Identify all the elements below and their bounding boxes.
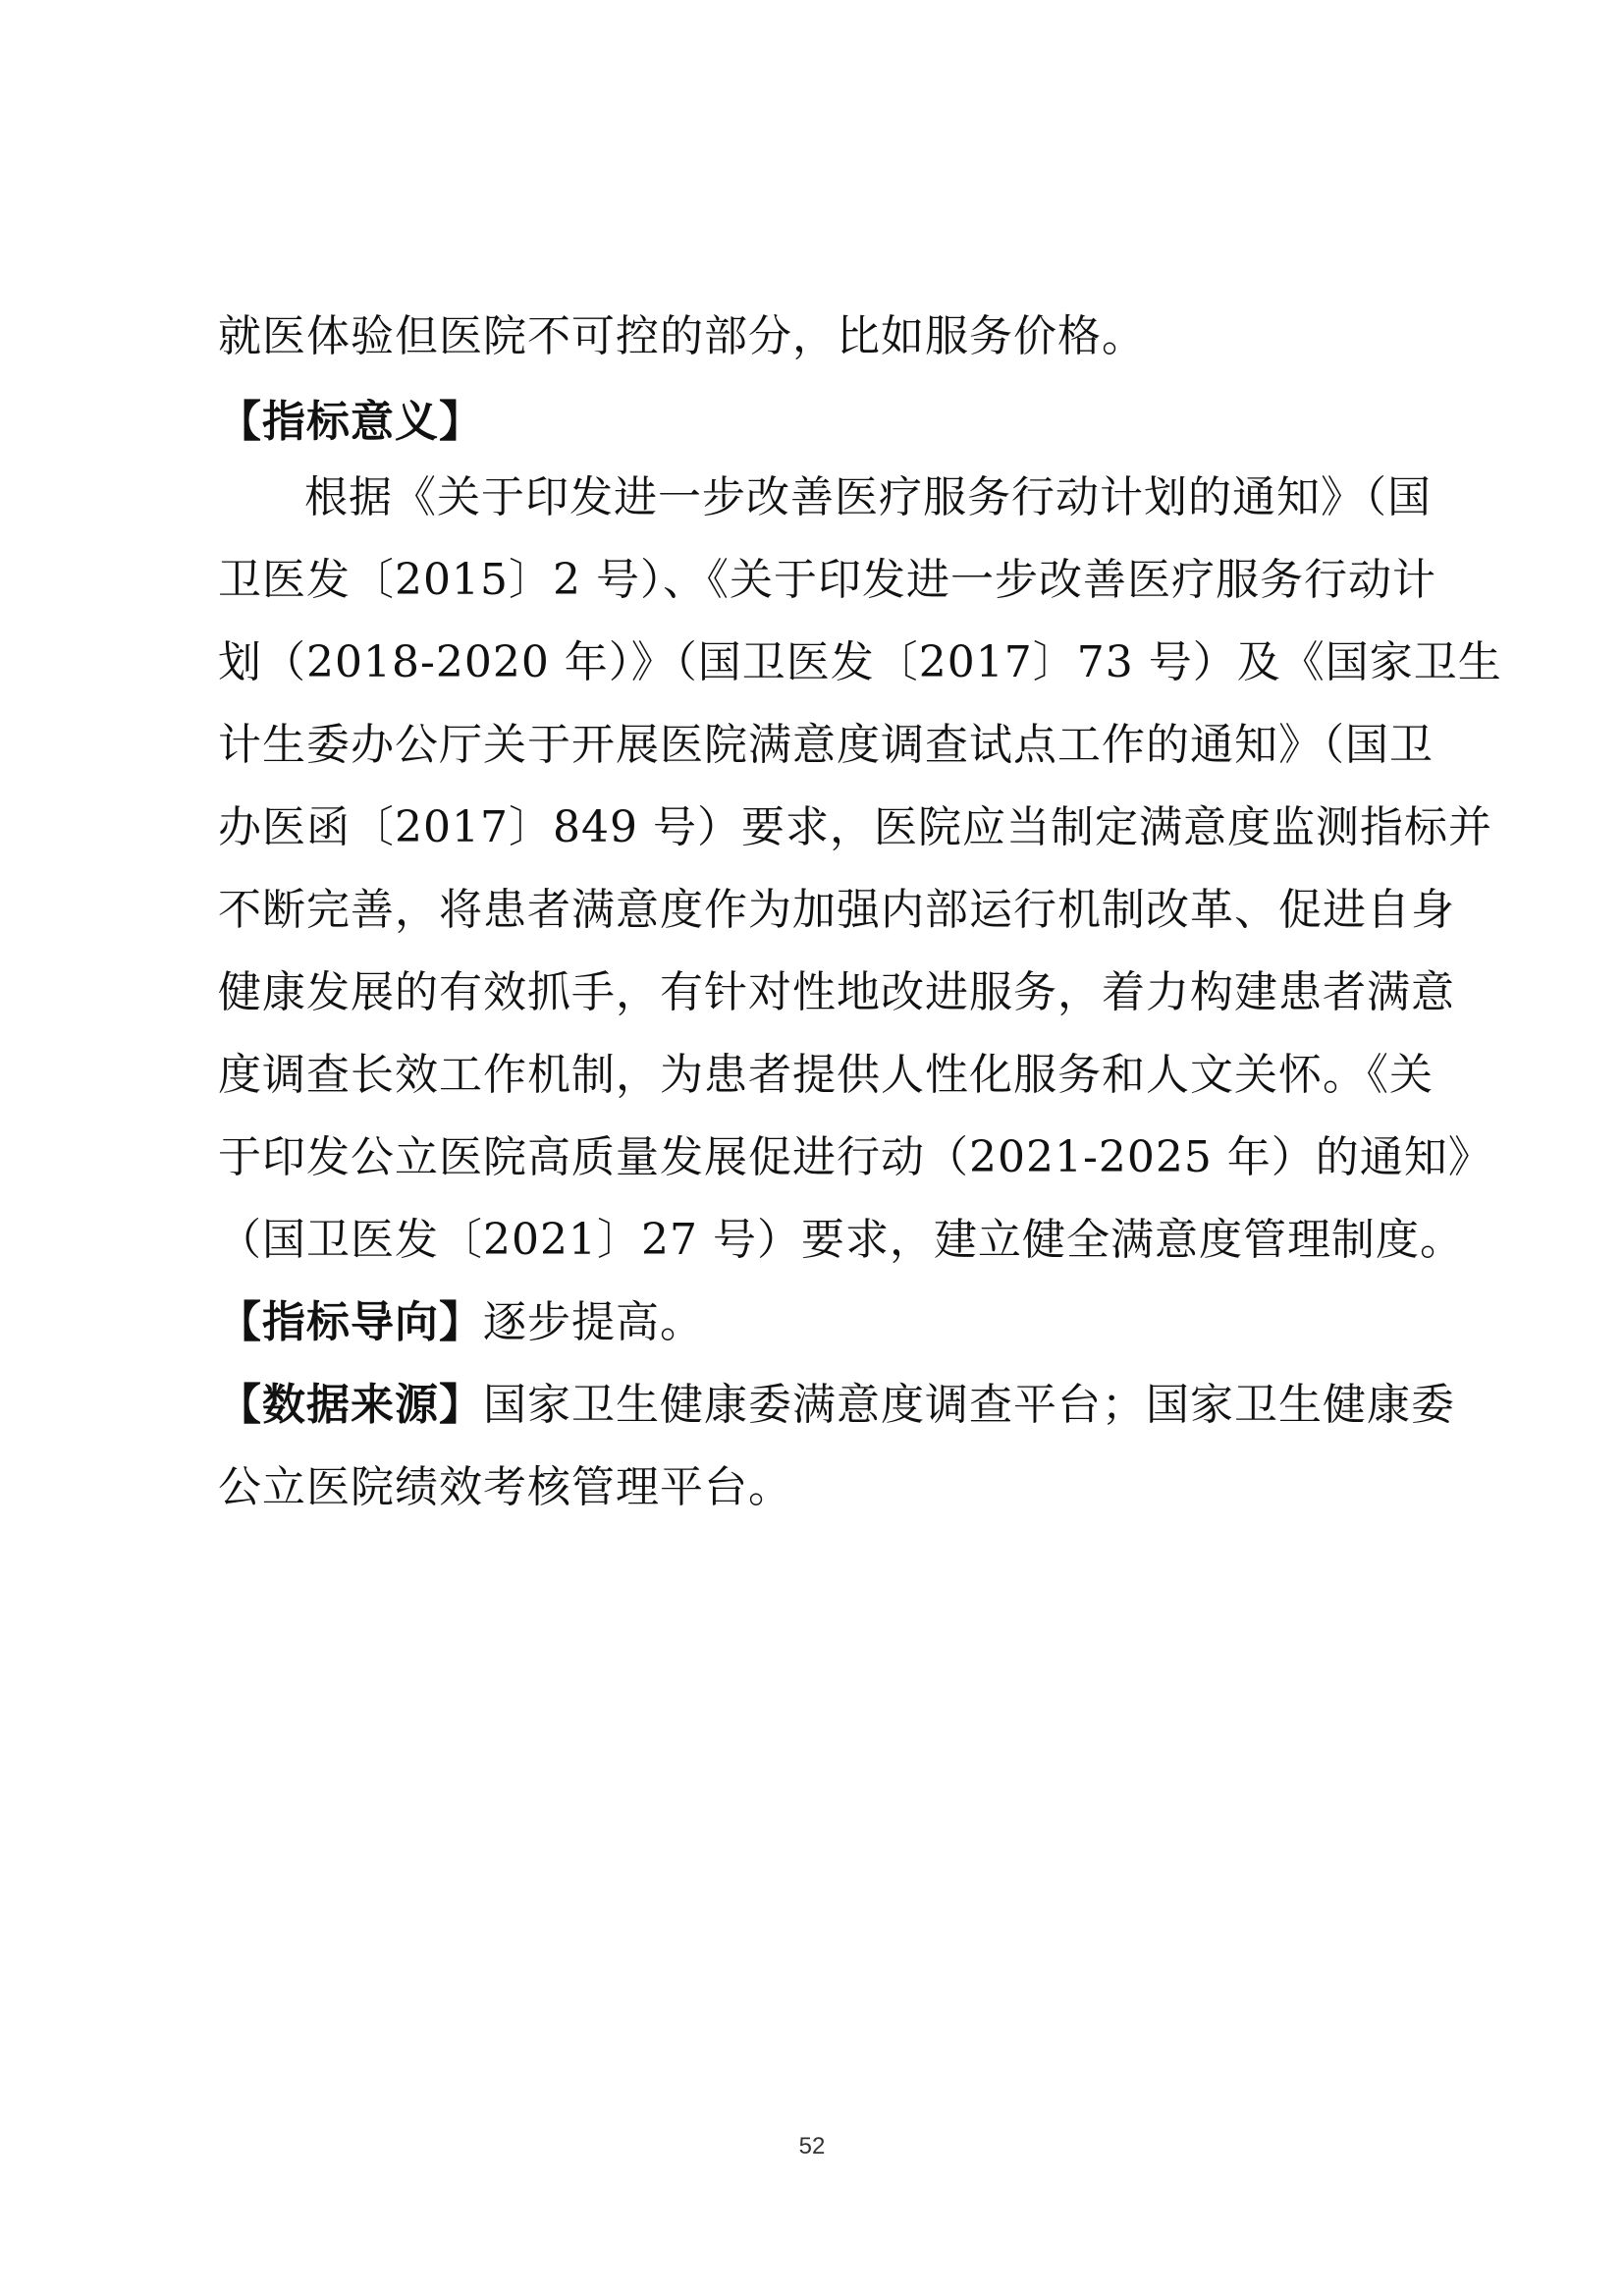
direction-heading: 【指标导向】 — [218, 1297, 483, 1347]
direction-text: 逐步提高。 — [483, 1297, 704, 1347]
source-heading: 【数据来源】 — [218, 1380, 483, 1430]
direction-paragraph — [218, 1288, 1435, 1357]
significance-line: 度调查长效工作机制，为患者提供人性化服务和人文关怀。《关 — [218, 1050, 1434, 1100]
intro-line: 就医体验但医院不可控的部分，比如服务价格。 — [218, 311, 1146, 361]
significance-line: 卫医发〔2015〕2 号）、《关于印发进一步改善医疗服务行动计 — [218, 555, 1436, 605]
significance-line: 根据《关于印发进一步改善医疗服务行动计划的通知》（国 — [304, 472, 1432, 522]
significance-heading: 【指标意义】 — [218, 397, 483, 447]
page-number: 52 — [798, 2133, 826, 2159]
significance-line: 不断完善，将患者满意度作为加强内部运行机制改革、促进自身 — [218, 885, 1455, 935]
source-paragraph — [218, 1371, 1455, 1440]
significance-line: 办医函〔2017〕849 号）要求，医院应当制定满意度监测指标并 — [218, 802, 1492, 852]
source-text: 国家卫生健康委满意度调查平台；国家卫生健康委 — [483, 1380, 1455, 1430]
source-continuation: 公立医院绩效考核管理平台。 — [218, 1462, 792, 1512]
significance-line: 健康发展的有效抓手，有针对性地改进服务，着力构建患者满意 — [218, 967, 1455, 1017]
significance-line: 计生委办公厅关于开展医院满意度调查试点工作的通知》（国卫 — [218, 720, 1434, 770]
significance-line: 划（2018-2020 年）》（国卫医发〔2017〕73 号）及《国家卫生 — [218, 637, 1502, 687]
significance-line: （国卫医发〔2021〕27 号）要求，建立健全满意度管理制度。 — [218, 1215, 1464, 1265]
significance-line: 于印发公立医院高质量发展促进行动（2021-2025 年）的通知》 — [218, 1132, 1492, 1182]
